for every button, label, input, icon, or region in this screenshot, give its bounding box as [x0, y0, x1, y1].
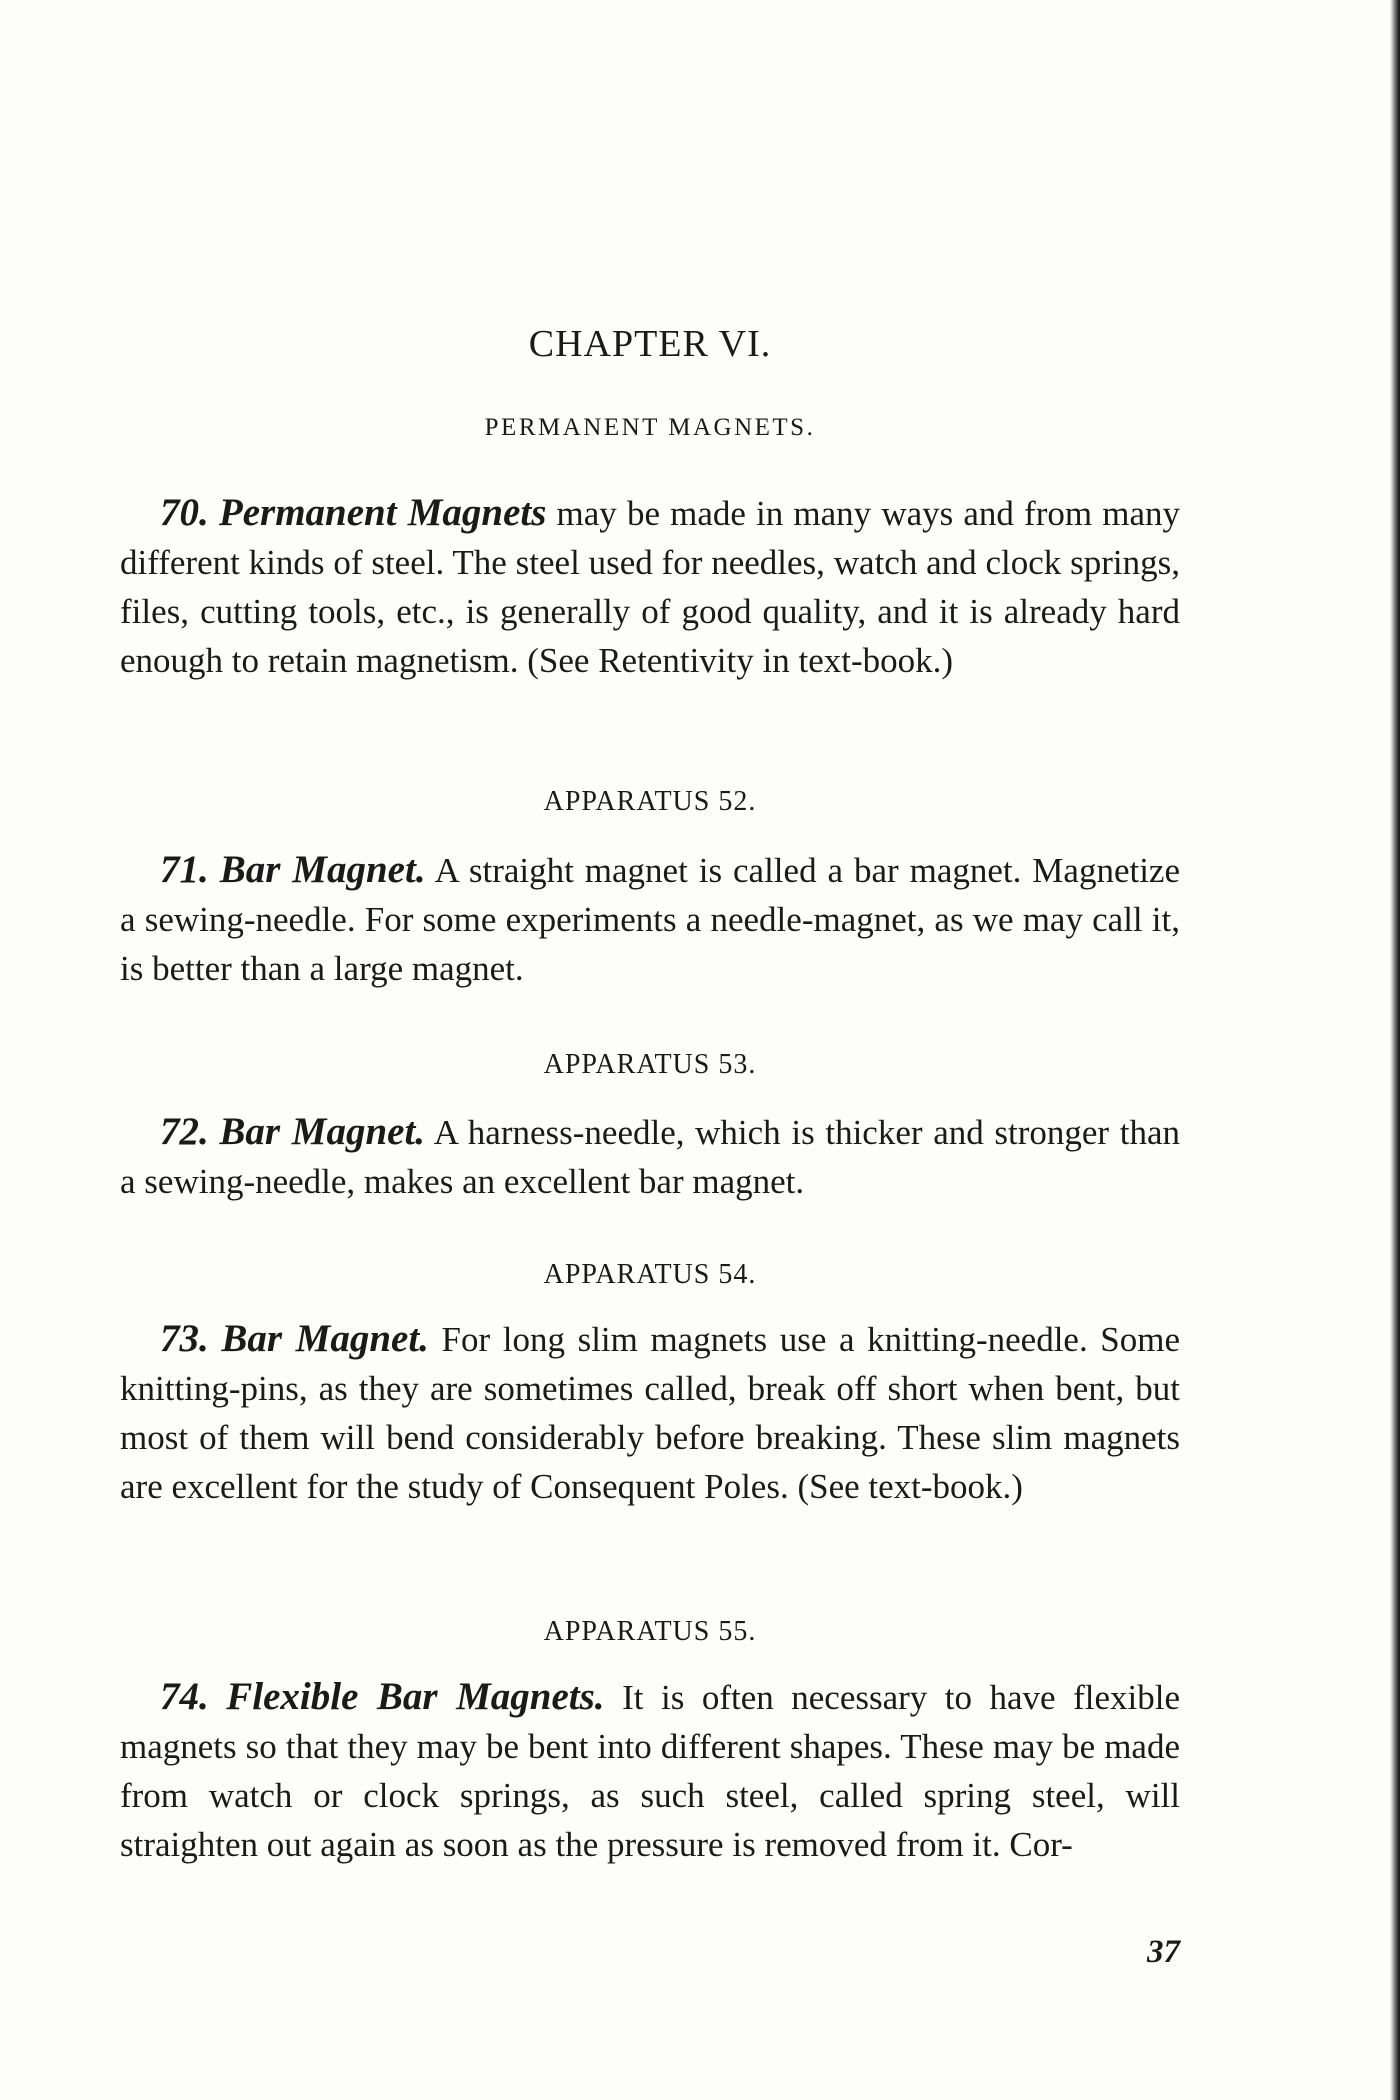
- paragraph-heading: Permanent Magnets: [218, 491, 547, 534]
- apparatus-label: APPARATUS 55.: [543, 1616, 757, 1647]
- chapter-title: CHAPTER VI.: [528, 323, 772, 365]
- section-heading: PERMANENT MAGNETS.: [484, 414, 816, 441]
- paragraph-text: may be made in many ways and from many different kinds of steel. The steel used for needles, watch and clock springs, files, cutting tools, etc., is generally of good quality, and it is already hard enough to retain magnetism. (See Retentivity in text-book.): [120, 494, 1180, 680]
- paragraph-number: 71.: [160, 848, 209, 891]
- page-number: 37: [1147, 1934, 1180, 1970]
- apparatus-label: APPARATUS 54.: [543, 1259, 757, 1290]
- apparatus-label: APPARATUS 53.: [543, 1049, 757, 1080]
- paragraph-heading: Bar Magnet.: [219, 1110, 426, 1153]
- paragraph-text: For long slim magnets use a knitting-needle. Some knitting-pins, as they are sometimes called, break off short when bent, but most of them will bend considerably before breaking. These slim magnets are excellent for the study of Consequent Poles. (See text-book.): [120, 1320, 1181, 1506]
- paragraph-text: It is often necessary to have flexible magnets so that they may be bent into different shapes. These may be made from watch or clock springs, as such steel, called spring steel, will straighten out again as soon as the pressure is removed from it. Cor-: [120, 1678, 1180, 1864]
- paragraph-73: [120, 1314, 1180, 1511]
- paragraph-number: 70.: [160, 491, 209, 534]
- paragraph-number: 72.: [160, 1110, 209, 1153]
- paragraph-text: A straight magnet is called a bar magnet. Magnetize a sewing-needle. For some experiments a needle-magnet, as we may call it, is better than a large magnet.: [120, 851, 1181, 988]
- apparatus-label: APPARATUS 52.: [543, 786, 757, 817]
- paragraph-heading: Flexible Bar Magnets.: [226, 1675, 605, 1718]
- paragraph-74: [120, 1672, 1180, 1869]
- paragraph-heading: Bar Magnet.: [219, 848, 426, 891]
- paragraph-70: [120, 488, 1180, 685]
- paragraph-71: [120, 845, 1180, 993]
- paragraph-72: [120, 1107, 1180, 1206]
- paragraph-text: A harness-needle, which is thicker and stronger than a sewing-needle, makes an excellent bar magnet.: [120, 1113, 1180, 1201]
- page-edge-shadow: [1390, 0, 1400, 2100]
- paragraph-number: 73.: [160, 1317, 209, 1360]
- paragraph-heading: Bar Magnet.: [221, 1317, 429, 1360]
- paragraph-number: 74.: [160, 1675, 209, 1718]
- book-page: [120, 0, 1180, 2100]
